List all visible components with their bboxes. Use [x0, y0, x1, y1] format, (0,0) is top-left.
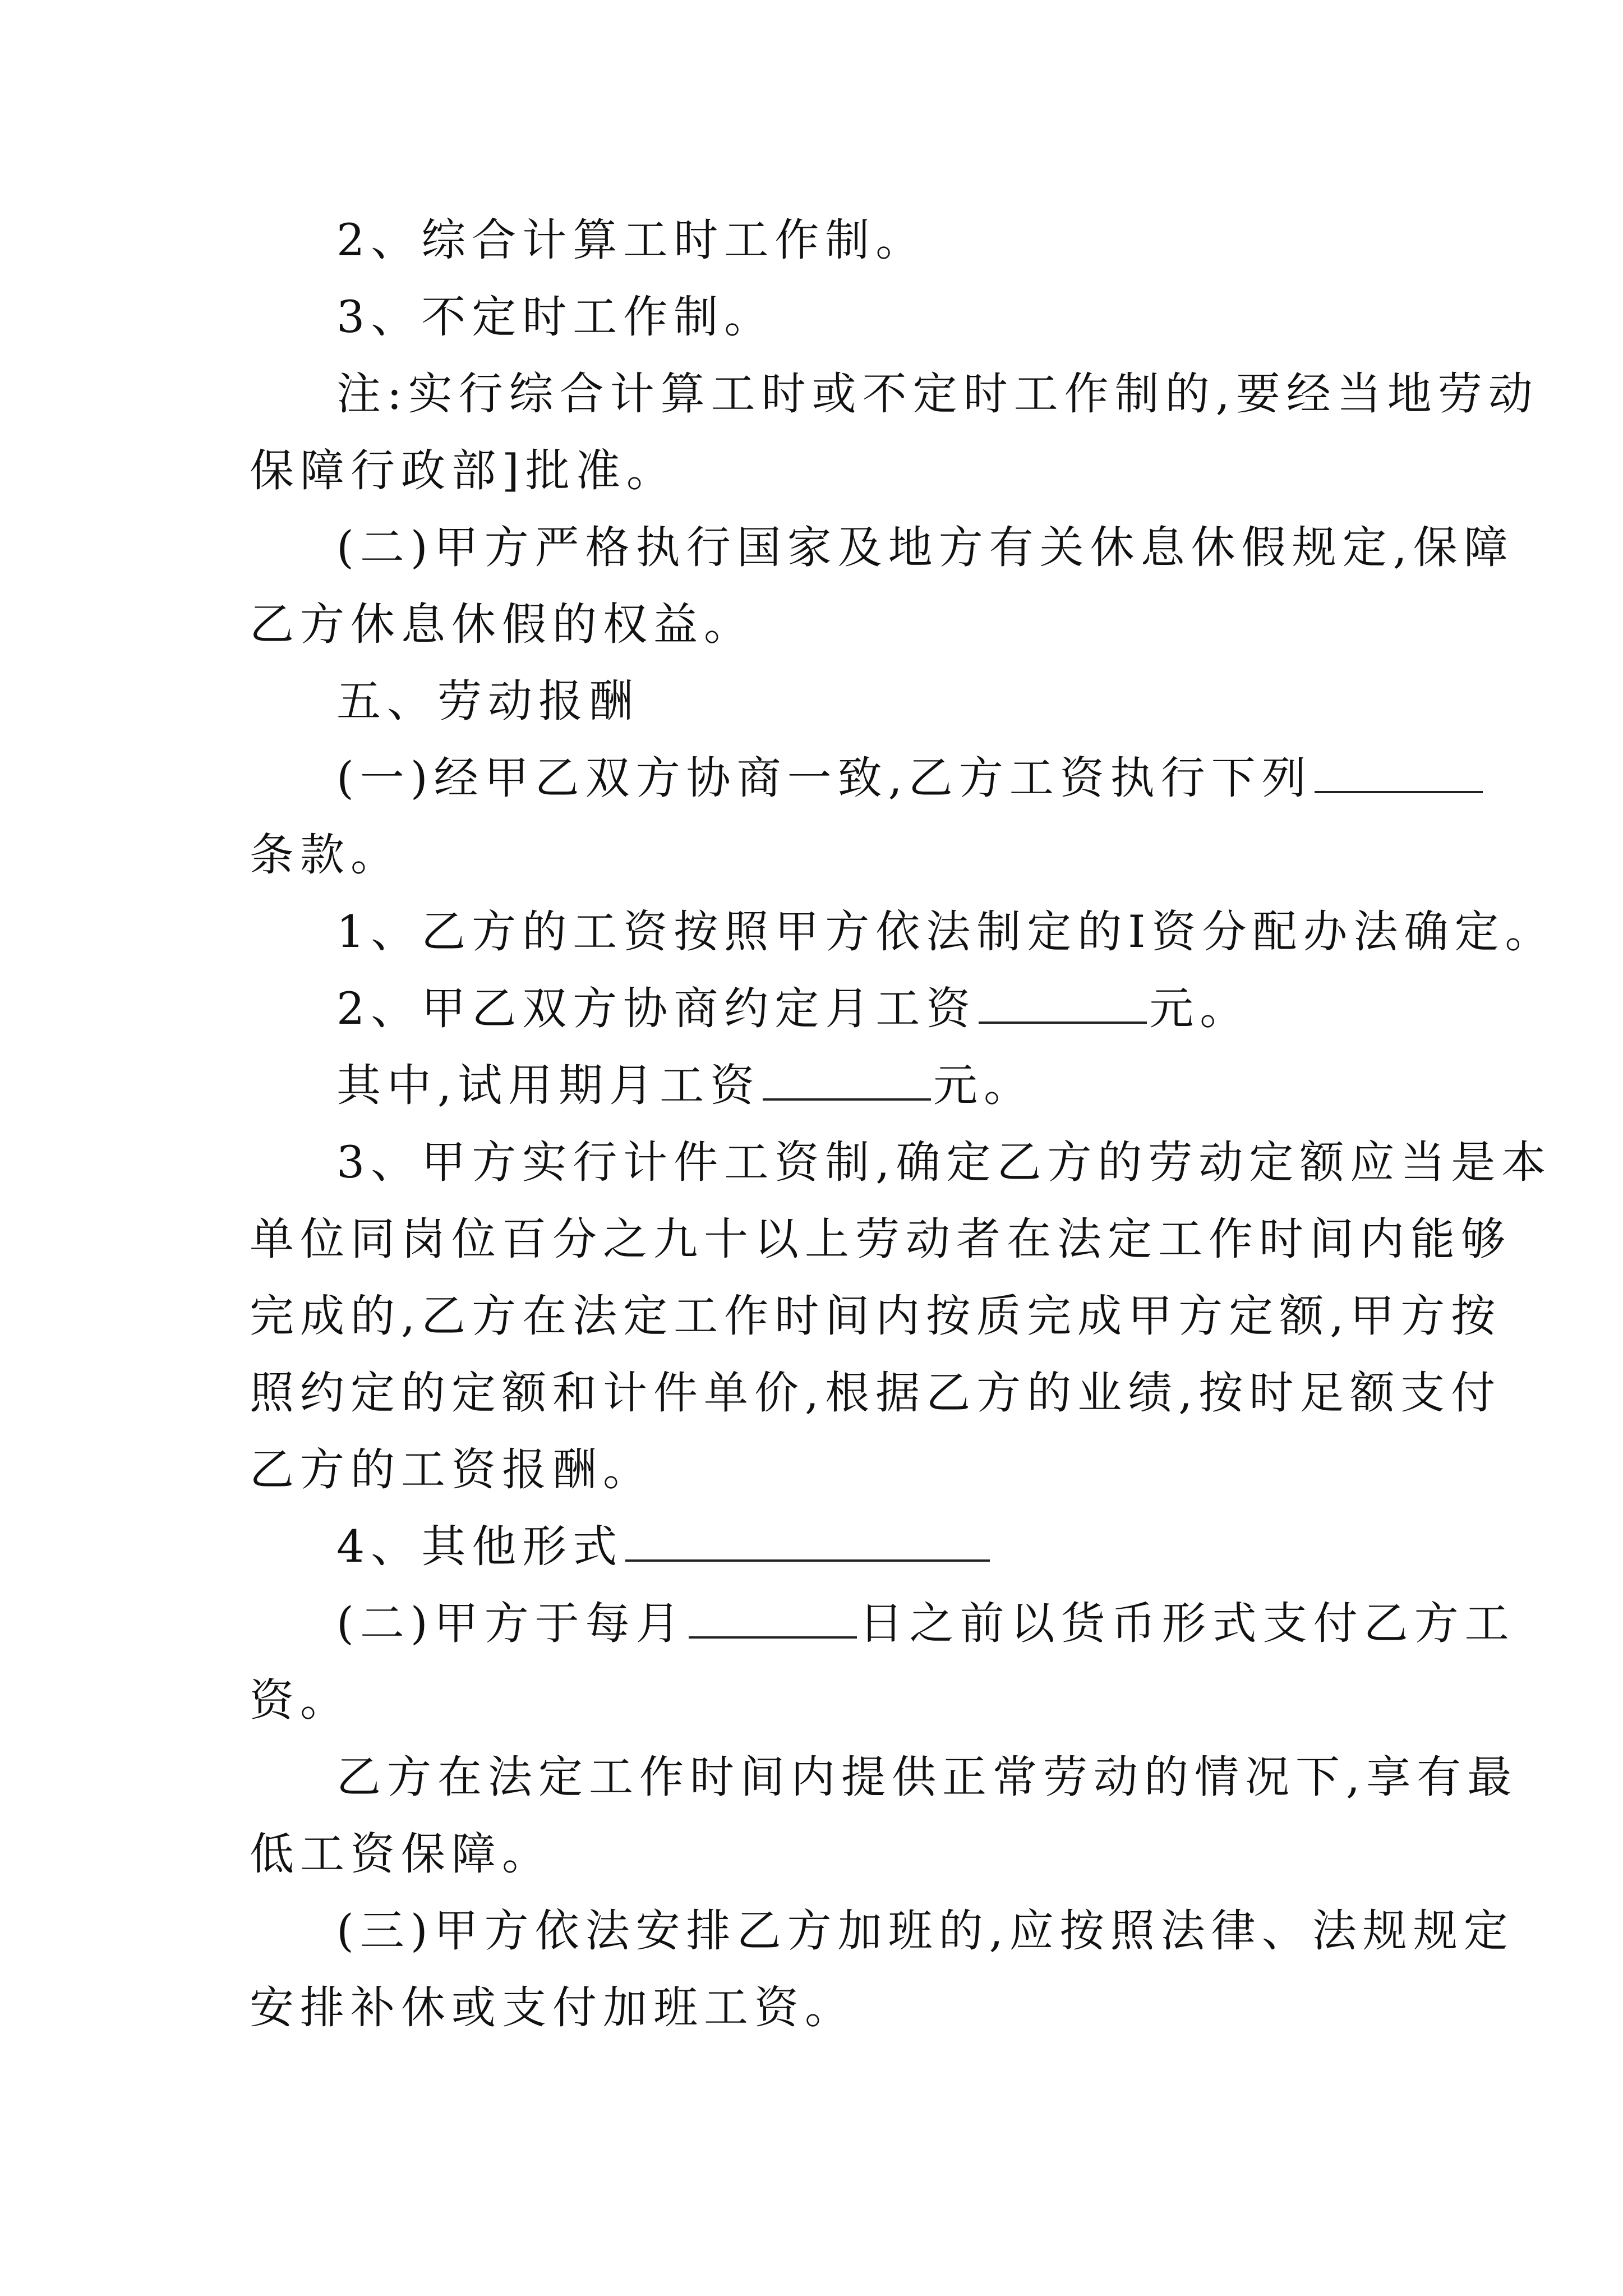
paragraph-line	[336, 1595, 1515, 1651]
fill-in-blank	[763, 1059, 931, 1101]
section-heading: 五、劳动报酬	[336, 675, 639, 727]
paragraph-line: 3、甲方实行计件工资制,确定乙方的劳动定额应当是本	[336, 1137, 1552, 1188]
paragraph-line: 乙方的工资报酬。	[250, 1444, 653, 1496]
paragraph-line: 保障行政部]批准。	[250, 445, 677, 496]
paragraph-line: (三)甲方依法安排乙方加班的,应按照法律、法规规定	[336, 1905, 1514, 1957]
paragraph-line: 低工资保障。	[250, 1828, 552, 1880]
line-text: 其中,试用期月工资	[336, 1060, 761, 1111]
paragraph-line	[336, 750, 1485, 806]
paragraph-line: 资。	[250, 1674, 351, 1726]
paragraph-line: 1、乙方的工资按照甲方依法制定的I资分配办法确定。	[336, 906, 1556, 958]
paragraph-line	[336, 981, 1250, 1037]
line-text: 4、其他形式	[336, 1521, 624, 1572]
line-text: 元。	[933, 1060, 1035, 1111]
line-text: 日之前以货币形式支付乙方工	[859, 1598, 1515, 1649]
paragraph-line	[336, 1057, 1034, 1114]
paragraph-line	[336, 1519, 992, 1575]
fill-in-blank	[689, 1597, 857, 1639]
paragraph-line: 完成的,乙方在法定工作时间内按质完成甲方定额,甲方按	[250, 1290, 1502, 1342]
paragraph-line: 2、综合计算工时工作制。	[336, 214, 926, 266]
paragraph-line: 乙方在法定工作时间内提供正常劳动的情况下,享有最	[336, 1751, 1518, 1803]
line-text: (一)经甲乙双方协商一致,乙方工资执行下列	[336, 752, 1312, 804]
paragraph-line: 注:实行综合计算工时或不定时工作制的,要经当地劳动	[336, 368, 1539, 420]
line-text: (二)甲方于每月	[336, 1598, 686, 1649]
paragraph-line: 条款。	[250, 829, 401, 881]
fill-in-blank	[979, 982, 1147, 1024]
paragraph-line: 单位同岗位百分之九十以上劳动者在法定工作时间内能够	[250, 1213, 1511, 1265]
paragraph-line: (二)甲方严格执行国家及地方有关休息休假规定,保障	[336, 522, 1514, 573]
fill-in-blank	[1315, 752, 1483, 793]
line-text: 元。	[1149, 983, 1251, 1034]
paragraph-line: 乙方休息休假的权益。	[250, 599, 754, 650]
fill-in-blank	[625, 1520, 990, 1562]
paragraph-line: 3、不定时工作制。	[336, 291, 775, 343]
paragraph-line: 照约定的定额和计件单价,根据乙方的业绩,按时足额支付	[250, 1367, 1502, 1419]
line-text: 2、甲乙双方协商约定月工资	[336, 983, 977, 1034]
paragraph-line: 安排补休或支付加班工资。	[250, 1982, 855, 2033]
